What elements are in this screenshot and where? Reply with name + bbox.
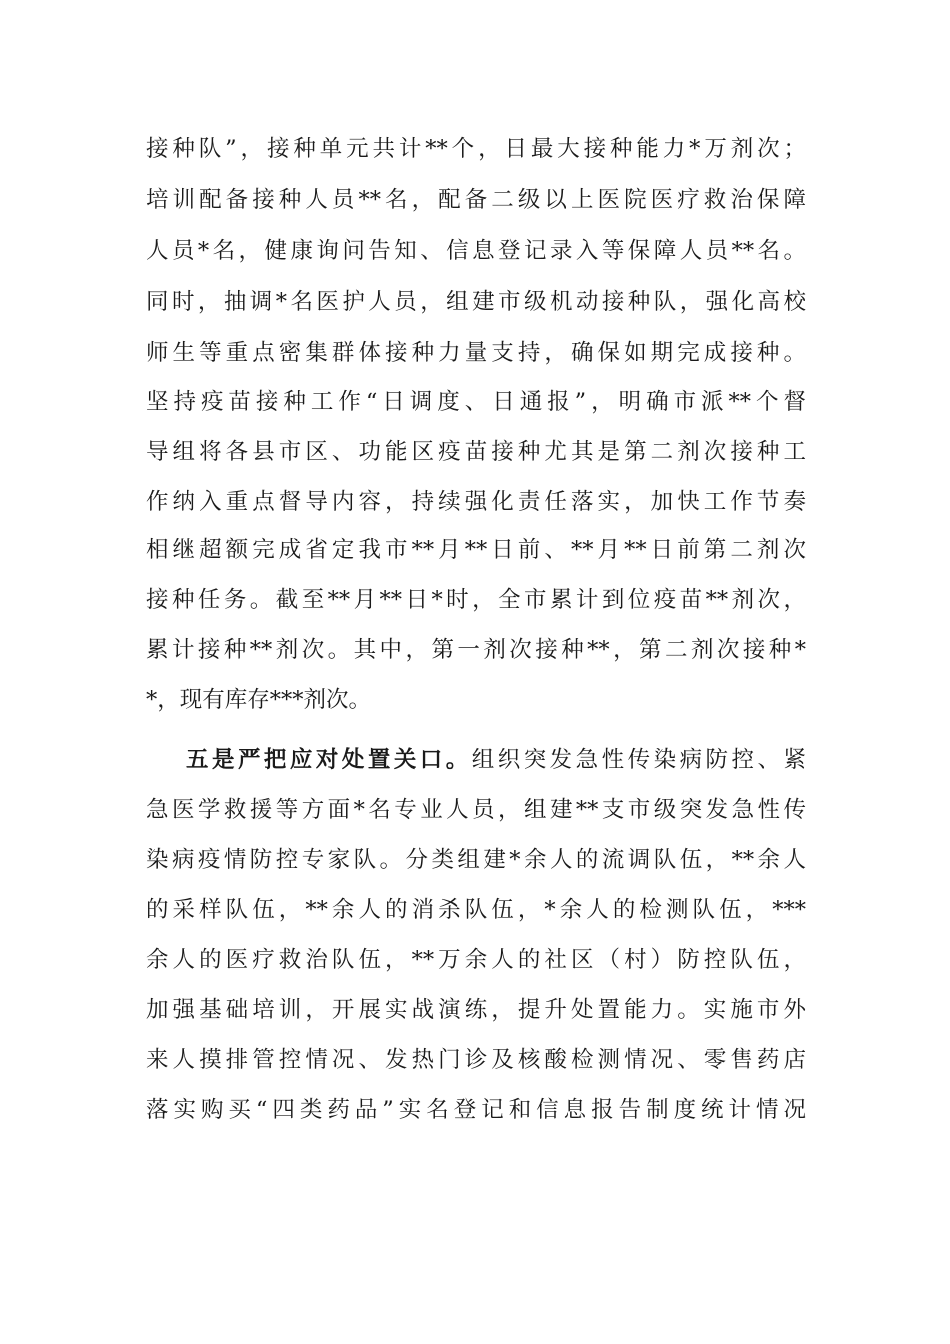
text-line: 相继超额完成省定我市**月**日前、**月**日前第二剂次 [146, 537, 806, 563]
text-line: 的采样队伍，**余人的消杀队伍，*余人的检测队伍，*** [146, 897, 806, 923]
text-line: 染病疫情防控专家队。分类组建*余人的流调队伍，**余人 [146, 847, 806, 873]
text-line-first [186, 743, 806, 777]
text-line: 同时，抽调*名医护人员，组建市级机动接种队，强化高校 [146, 289, 806, 315]
text-line: 接种队”，接种单元共计**个，日最大接种能力*万剂次； [146, 136, 806, 162]
text-line: 累计接种**剂次。其中，第一剂次接种**，第二剂次接种* [146, 637, 806, 663]
text-line: 接种任务。截至**月**日*时，全市累计到位疫苗**剂次， [146, 587, 806, 613]
text-line: 人员*名，健康询问告知、信息登记录入等保障人员**名。 [146, 238, 806, 264]
text-line: 导组将各县市区、功能区疫苗接种尤其是第二剂次接种工 [146, 439, 806, 465]
text-line: 加强基础培训，开展实战演练，提升处置能力。实施市外 [146, 997, 806, 1023]
text-line: *，现有库存***剂次。 [146, 687, 372, 713]
text-line: 余人的医疗救治队伍，**万余人的社区（村）防控队伍， [146, 947, 806, 973]
text-line: 来人摸排管控情况、发热门诊及核酸检测情况、零售药店 [146, 1047, 806, 1073]
text-line: 落实购买“四类药品”实名登记和信息报告制度统计情况 [146, 1097, 806, 1123]
text-line: 作纳入重点督导内容，持续强化责任落实，加快工作节奏 [146, 489, 806, 515]
text-line: 培训配备接种人员**名，配备二级以上医院医疗救治保障 [146, 187, 806, 213]
text-line-rest: 组织突发急性传染病防控、紧 [471, 747, 806, 773]
text-line: 师生等重点密集群体接种力量支持，确保如期完成接种。 [146, 340, 806, 366]
text-line: 坚持疫苗接种工作“日调度、日通报”，明确市派**个督 [146, 389, 806, 415]
paragraph-lead-heading: 五是严把应对处置关口。 [186, 747, 472, 773]
text-line: 急医学救援等方面*名专业人员，组建**支市级突发急性传 [146, 797, 806, 823]
